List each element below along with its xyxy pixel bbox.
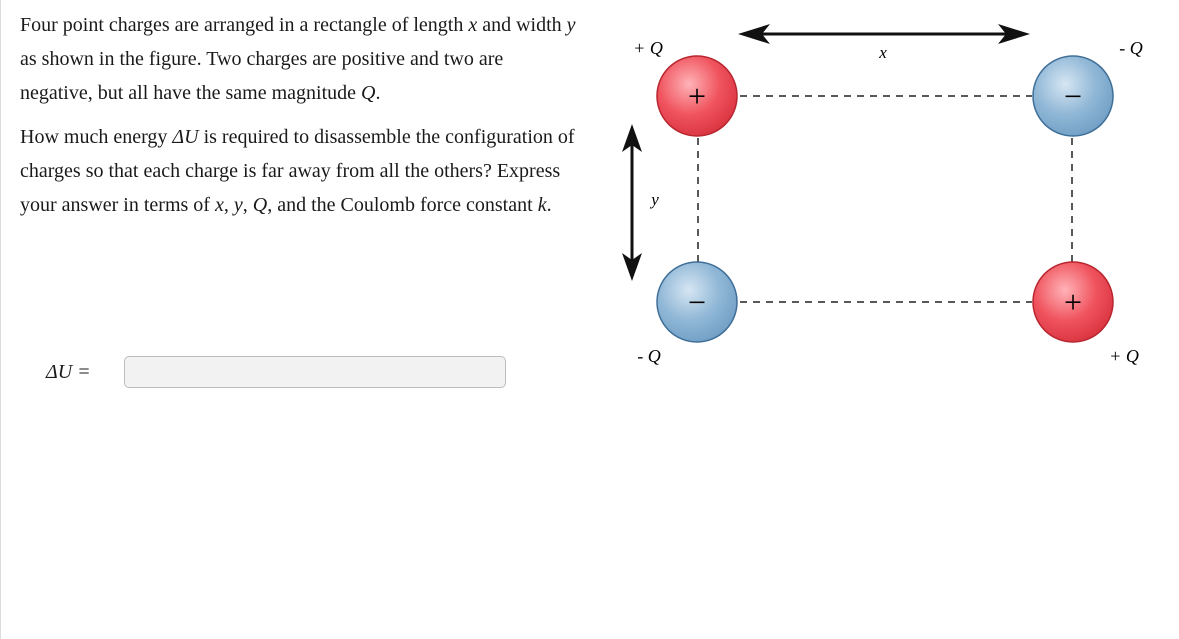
question-text <box>20 8 580 232</box>
var-y: y <box>566 14 576 36</box>
y-dimension-label: y <box>651 190 659 209</box>
var-y: y <box>233 194 243 216</box>
var-q: Q <box>252 194 268 216</box>
charge-diagram <box>600 0 1179 420</box>
question-p1-text-1: Four point charges are arranged in a rectangle of length <box>20 14 469 36</box>
charge-top-right-label: - Q <box>1119 38 1143 58</box>
question-p1-text-3: as shown in the figure. Two charges are positive and two are negative, but all have the same magnitude <box>20 48 504 104</box>
question-p1-text-4: . <box>375 82 381 104</box>
question-p1-text-2: and width <box>477 14 567 36</box>
question-paragraph-1 <box>20 8 580 110</box>
question-p2-text-2: is required to disassemble the configuration of charges so that each charge is far away from all the others? Express your answer in terms of <box>20 126 575 216</box>
answer-label: ΔU = <box>46 360 91 383</box>
answer-row <box>46 354 506 390</box>
question-p2-text-3: , and the Coulomb force constant <box>267 194 538 216</box>
charge-top-left-label: + Q <box>633 38 663 58</box>
charge-bottom-left-label: - Q <box>637 346 661 366</box>
charge-bottom-left-sign: − <box>687 284 707 320</box>
charge-bottom-right-label: + Q <box>1109 346 1139 366</box>
question-p2-sep-2: , <box>242 194 253 216</box>
var-x: x <box>468 14 478 36</box>
var-x: x <box>214 194 224 216</box>
var-q: Q <box>361 82 376 104</box>
var-delta-u: ΔU <box>172 126 199 148</box>
charge-bottom-right-sign: + <box>1063 284 1083 320</box>
question-p2-text-1: How much energy <box>20 126 173 148</box>
charge-diagram-svg <box>600 0 1179 420</box>
charge-top-right-sign: − <box>1063 78 1083 114</box>
question-paragraph-2 <box>20 120 580 222</box>
x-dimension-label: x <box>879 43 887 62</box>
question-p2-sep-1: , <box>223 194 234 216</box>
page-left-border <box>0 0 1 639</box>
var-k: k <box>537 194 547 216</box>
question-p2-text-4: . <box>546 194 552 216</box>
answer-input[interactable] <box>124 356 506 388</box>
charge-top-left-sign: + <box>687 78 707 114</box>
